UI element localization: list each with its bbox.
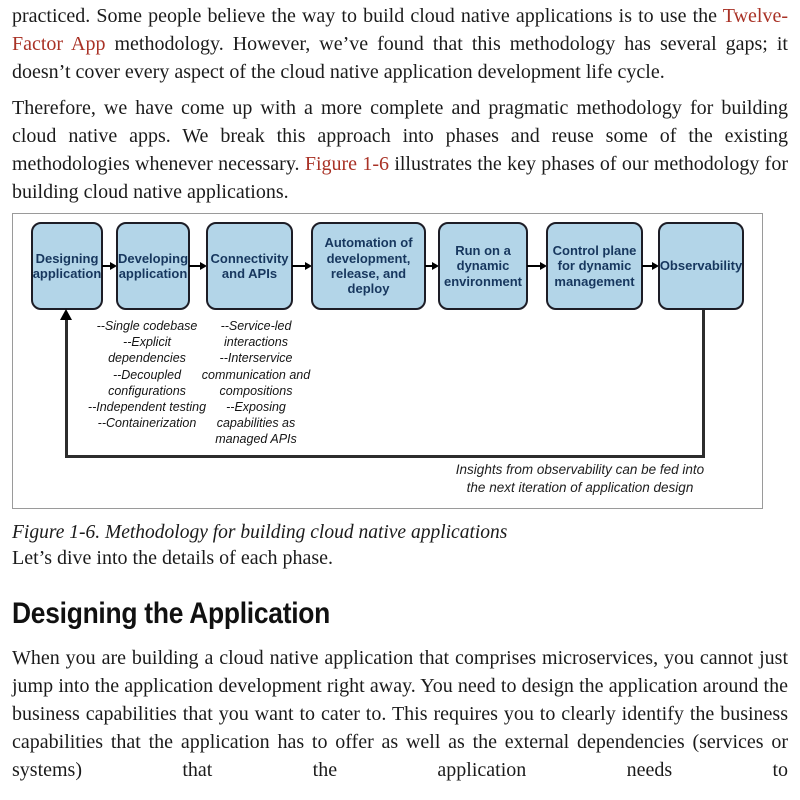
- phase-box-automation: Automation of development, release, and deploy: [311, 222, 426, 310]
- paragraph-2: [12, 94, 788, 206]
- note-item: --Exposing capabilities as managed APIs: [215, 400, 297, 447]
- paragraph-1: [12, 2, 788, 86]
- flow-arrow-icon: [102, 261, 117, 271]
- section-heading-designing-the-application: Designing the Application: [12, 597, 331, 630]
- paragraph-1-post: methodology. However, we’ve found that this methodology has several gaps; it doesn’t cover every aspect of the cloud native application development life cycle.: [12, 33, 788, 83]
- note-item: --Explicit dependencies: [108, 335, 186, 366]
- feedback-annotation: [431, 461, 729, 497]
- flow-arrow-icon: [425, 261, 439, 271]
- paragraph-1-pre: practiced. Some people believe the way to build cloud native applications is to use the: [12, 5, 723, 27]
- flow-arrow-icon: [189, 261, 207, 271]
- feedback-annotation-line2: the next iteration of application design: [466, 480, 694, 495]
- phase-box-developing-application: Developing application: [116, 222, 190, 310]
- connectivity-notes-list: [194, 318, 318, 448]
- phase-box-observability: Observability: [658, 222, 744, 310]
- developing-notes-list: [85, 318, 209, 431]
- note-item: --Containerization: [97, 416, 197, 431]
- flow-arrow-icon: [527, 261, 547, 271]
- phase-box-control-plane: Control plane for dynamic management: [546, 222, 643, 310]
- feedback-annotation-line1: Insights from observability can be fed into: [455, 462, 705, 477]
- paragraph-2-post: illustrates the key phases of our methodology for building cloud native applications.: [12, 153, 788, 203]
- note-item: --Single codebase: [96, 319, 198, 333]
- feedback-loop-line-down: [702, 310, 705, 458]
- paragraph-4: When you are building a cloud native application that comprises microservices, you cannot just jump into the application development right away. You need to design the application around the business capabilities that you want to cater to. This requires you to clearly identify the business capabilities that the application has to offer as well as the external dependencies (services or systems) that the application needs to: [12, 647, 788, 781]
- phase-box-designing-application: Designing application: [31, 222, 103, 310]
- flow-arrow-icon: [292, 261, 312, 271]
- figure-caption: Figure 1-6. Methodology for building cloud native applications: [12, 522, 508, 543]
- note-item: --Independent testing: [87, 400, 207, 415]
- phase-box-connectivity-apis: Connectivity and APIs: [206, 222, 293, 310]
- note-item: --Service-led interactions: [220, 319, 292, 350]
- paragraph-2-pre: Therefore, we have come up with a more complete and pragmatic methodology for building cloud native apps. We break this approach into phases and reuse some of the existing methodologies whenever necessary.: [12, 97, 788, 175]
- twelve-factor-app-link[interactable]: Twelve-Factor App: [12, 5, 788, 55]
- phase-box-dynamic-environment: Run on a dynamic environment: [438, 222, 528, 310]
- figure-1-6-link[interactable]: Figure 1-6: [304, 153, 390, 175]
- figure-1-6-diagram: [12, 213, 763, 509]
- flow-arrow-icon: [642, 261, 659, 271]
- note-item: --Decoupled configurations: [108, 367, 186, 398]
- paragraph-3: Let’s dive into the details of each phase.: [12, 547, 334, 569]
- feedback-loop-line-up: [65, 319, 68, 458]
- feedback-loop-arrowhead-icon: [60, 309, 72, 320]
- feedback-loop-line-horizontal: [65, 455, 705, 458]
- note-item: --Interservice communication and compositions: [201, 351, 311, 398]
